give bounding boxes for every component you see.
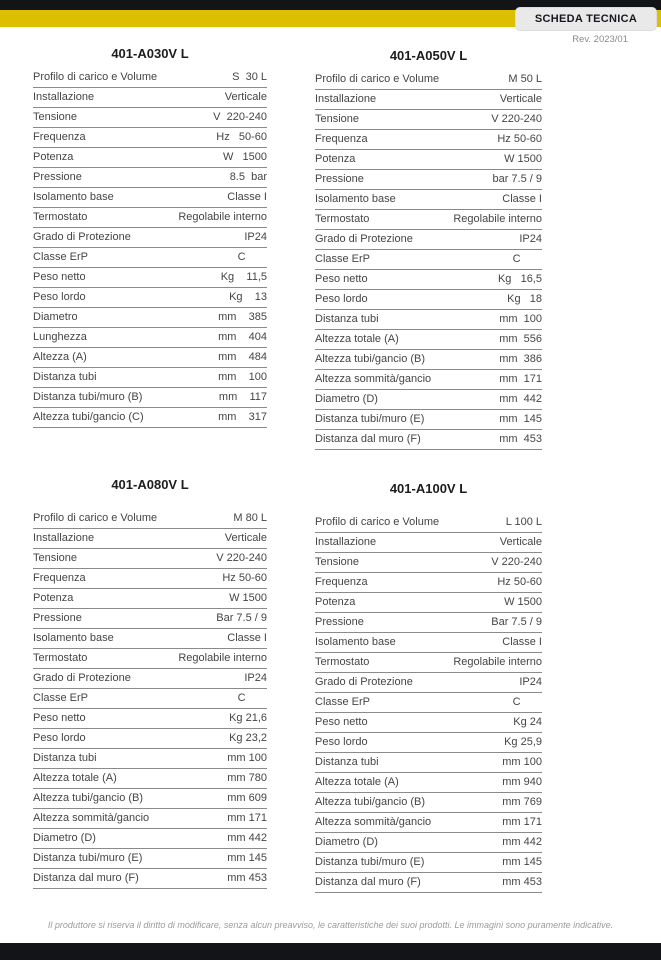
- spec-label: Termostato: [33, 211, 88, 223]
- spec-value: Hz 50-60: [222, 572, 267, 584]
- spec-row: [33, 268, 267, 288]
- spec-value: V 220-240: [491, 556, 542, 568]
- spec-label: Altezza totale (A): [315, 333, 399, 345]
- spec-label: Altezza totale (A): [33, 772, 117, 784]
- spec-row: [315, 533, 542, 553]
- spec-label: Lunghezza: [33, 331, 87, 343]
- spec-label: Installazione: [315, 536, 377, 548]
- spec-label: Distanza tubi/muro (E): [315, 856, 425, 868]
- table-rows: [315, 70, 542, 450]
- spec-row: [33, 388, 267, 408]
- spec-row: [315, 170, 542, 190]
- spec-row: [33, 809, 267, 829]
- spec-row: [315, 653, 542, 673]
- spec-value: 8.5 bar: [229, 171, 267, 183]
- spec-label: Distanza tubi/muro (E): [33, 852, 143, 864]
- spec-value: Regolabile interno: [178, 211, 267, 223]
- spec-label: Frequenza: [33, 131, 86, 143]
- spec-value: mm 171: [502, 816, 542, 828]
- spec-row: [33, 869, 267, 889]
- table-title: 401-A050V L: [389, 48, 468, 63]
- spec-row: [315, 350, 542, 370]
- spec-row: [315, 90, 542, 110]
- spec-label: Potenza: [33, 151, 74, 163]
- spec-label: Diametro (D): [315, 393, 378, 405]
- spec-label: Pressione: [33, 171, 82, 183]
- spec-label: Profilo di carico e Volume: [315, 73, 440, 85]
- spec-row: [33, 308, 267, 328]
- spec-row: [315, 270, 542, 290]
- spec-value: Kg 11,5: [220, 271, 267, 283]
- spec-row: [315, 390, 542, 410]
- spec-label: Potenza: [315, 153, 356, 165]
- spec-label: Distanza dal muro (F): [315, 433, 421, 445]
- spec-label: Distanza tubi: [33, 752, 97, 764]
- spec-label: Peso lordo: [33, 732, 86, 744]
- spec-value: Kg 16,5: [497, 273, 542, 285]
- spec-label: Altezza tubi/gancio (B): [315, 353, 426, 365]
- spec-value: IP24: [244, 231, 267, 243]
- spec-label: Installazione: [33, 91, 95, 103]
- spec-row: [33, 689, 267, 709]
- scheda-tecnica-badge: [515, 7, 657, 31]
- spec-value: Regolabile interno: [453, 213, 542, 225]
- spec-label: Pressione: [33, 612, 82, 624]
- spec-row: [33, 669, 267, 689]
- spec-value: Hz 50-60: [497, 133, 542, 145]
- spec-row: [33, 529, 267, 549]
- spec-row: [315, 753, 542, 773]
- table-rows: [315, 513, 542, 893]
- spec-value: IP24: [244, 672, 267, 684]
- spec-label: Altezza totale (A): [315, 776, 399, 788]
- spec-label: Classe ErP: [315, 696, 371, 708]
- spec-label: Peso lordo: [315, 293, 368, 305]
- spec-row: [33, 408, 267, 428]
- spec-label: Diametro (D): [33, 832, 96, 844]
- spec-value: mm 145: [499, 413, 542, 425]
- spec-value: W 1500: [504, 596, 542, 608]
- spec-label: Installazione: [315, 93, 377, 105]
- spec-label: Frequenza: [33, 572, 86, 584]
- spec-row: [315, 150, 542, 170]
- spec-label: Distanza tubi/muro (E): [315, 413, 425, 425]
- spec-value: mm 780: [227, 772, 267, 784]
- spec-value: Classe I: [502, 636, 542, 648]
- spec-label: Profilo di carico e Volume: [33, 512, 158, 524]
- spec-label: Installazione: [33, 532, 95, 544]
- spec-row: [33, 288, 267, 308]
- spec-value: Hz 50-60: [497, 576, 542, 588]
- footer-disclaimer: Il produttore si riserva il diritto di modificare, senza alcun preavviso, le caratteristiche dei suoi prodotti. Le immagini sono puramente indicative.: [47, 920, 614, 930]
- spec-row: [315, 290, 542, 310]
- spec-row: [315, 190, 542, 210]
- spec-value: mm 145: [227, 852, 267, 864]
- spec-label: Termostato: [315, 656, 370, 668]
- spec-label: Tensione: [315, 556, 360, 568]
- spec-row: [33, 228, 267, 248]
- spec-value: S 30 L: [232, 71, 267, 83]
- spec-row: [33, 609, 267, 629]
- spec-value: mm 556: [499, 333, 542, 345]
- spec-value: V 220-240: [491, 113, 542, 125]
- spec-value: Verticale: [499, 536, 542, 548]
- spec-label: Grado di Protezione: [33, 231, 131, 243]
- spec-row: [315, 130, 542, 150]
- spec-label: Termostato: [315, 213, 370, 225]
- spec-row: [315, 673, 542, 693]
- spec-row: [33, 709, 267, 729]
- spec-label: Grado di Protezione: [33, 672, 131, 684]
- spec-row: [315, 773, 542, 793]
- spec-row: [33, 789, 267, 809]
- spec-row: [315, 793, 542, 813]
- spec-value: mm 100: [499, 313, 542, 325]
- spec-row: [33, 128, 267, 148]
- spec-value: Bar 7.5 / 9: [216, 612, 267, 624]
- spec-value: mm 453: [502, 876, 542, 888]
- spec-row: [33, 208, 267, 228]
- spec-value: mm 442: [499, 393, 542, 405]
- spec-value: Hz 50-60: [216, 131, 267, 143]
- spec-label: Tensione: [315, 113, 360, 125]
- spec-row: [315, 613, 542, 633]
- spec-label: Distanza tubi: [315, 756, 379, 768]
- revision-label: Rev. 2023/01: [572, 34, 628, 45]
- spec-row: [33, 549, 267, 569]
- spec-value: Kg 13: [229, 291, 267, 303]
- spec-row: [315, 250, 542, 270]
- table-title: 401-A080V L: [111, 477, 189, 492]
- spec-label: Grado di Protezione: [315, 676, 413, 688]
- spec-row: [315, 713, 542, 733]
- spec-value: mm 609: [227, 792, 267, 804]
- spec-label: Profilo di carico e Volume: [33, 71, 158, 83]
- spec-label: Potenza: [33, 592, 74, 604]
- spec-label: Diametro (D): [315, 836, 378, 848]
- spec-label: Distanza tubi/muro (B): [33, 391, 143, 403]
- spec-row: [315, 330, 542, 350]
- spec-value: mm 453: [499, 433, 542, 445]
- table-rows: [33, 509, 267, 889]
- spec-label: Distanza dal muro (F): [315, 876, 421, 888]
- spec-row: [315, 430, 542, 450]
- spec-label: Tensione: [33, 552, 78, 564]
- spec-label: Peso netto: [33, 271, 86, 283]
- table-title: 401-A030V L: [111, 46, 189, 61]
- spec-value: Kg 23,2: [229, 732, 267, 744]
- spec-label: Altezza sommità/gancio: [33, 812, 150, 824]
- spec-row: [33, 348, 267, 368]
- spec-row: [33, 569, 267, 589]
- spec-label: Peso netto: [315, 716, 368, 728]
- spec-row: [315, 733, 542, 753]
- spec-label: Classe ErP: [33, 692, 89, 704]
- spec-row: [315, 310, 542, 330]
- spec-value: V 220-240: [213, 111, 267, 123]
- spec-value: M 50 L: [508, 73, 542, 85]
- spec-label: Frequenza: [315, 576, 368, 588]
- spec-label: Altezza tubi/gancio (C): [33, 411, 144, 423]
- table-title: 401-A100V L: [389, 481, 468, 496]
- spec-row: [315, 210, 542, 230]
- spec-value: mm 117: [218, 391, 267, 403]
- spec-value: IP24: [519, 676, 542, 688]
- spec-value: W 1500: [504, 153, 542, 165]
- spec-value: mm 171: [227, 812, 267, 824]
- spec-value: C: [512, 696, 542, 708]
- spec-row: [33, 368, 267, 388]
- spec-label: Isolamento base: [33, 191, 114, 203]
- spec-label: Distanza dal muro (F): [33, 872, 139, 884]
- spec-label: Distanza tubi: [315, 313, 379, 325]
- spec-value: W 1500: [222, 151, 267, 163]
- spec-value: L 100 L: [505, 516, 542, 528]
- spec-label: Altezza sommità/gancio: [315, 373, 432, 385]
- spec-row: [33, 849, 267, 869]
- spec-label: Isolamento base: [315, 193, 396, 205]
- spec-value: mm 145: [502, 856, 542, 868]
- spec-value: mm 442: [502, 836, 542, 848]
- spec-row: [315, 410, 542, 430]
- spec-label: Peso lordo: [315, 736, 368, 748]
- spec-value: V 220-240: [216, 552, 267, 564]
- spec-value: Bar 7.5 / 9: [491, 616, 542, 628]
- spec-value: C: [237, 692, 267, 704]
- spec-row: [33, 168, 267, 188]
- spec-value: Classe I: [502, 193, 542, 205]
- spec-value: mm 453: [227, 872, 267, 884]
- spec-label: Distanza tubi: [33, 371, 97, 383]
- spec-value: W 1500: [229, 592, 267, 604]
- spec-row: [33, 829, 267, 849]
- spec-row: [315, 110, 542, 130]
- spec-label: Pressione: [315, 616, 364, 628]
- spec-label: Pressione: [315, 173, 364, 185]
- spec-row: [315, 693, 542, 713]
- spec-value: Kg 18: [507, 293, 542, 305]
- spec-row: [315, 513, 542, 533]
- spec-value: mm 386: [499, 353, 542, 365]
- spec-value: mm 100: [227, 752, 267, 764]
- spec-label: Peso lordo: [33, 291, 86, 303]
- spec-value: Kg 24: [513, 716, 542, 728]
- spec-value: Regolabile interno: [453, 656, 542, 668]
- spec-row: [315, 833, 542, 853]
- spec-value: M 80 L: [233, 512, 267, 524]
- spec-value: mm 940: [502, 776, 542, 788]
- table-rows: [33, 68, 267, 428]
- spec-value: Regolabile interno: [178, 652, 267, 664]
- spec-value: mm 484: [218, 351, 267, 363]
- scheda-tecnica-label: SCHEDA TECNICA: [534, 13, 638, 25]
- spec-row: [33, 108, 267, 128]
- spec-table-401-a080vl: [33, 477, 267, 889]
- spec-label: Altezza (A): [33, 351, 87, 363]
- spec-value: Classe I: [227, 632, 267, 644]
- spec-row: [315, 573, 542, 593]
- spec-label: Isolamento base: [315, 636, 396, 648]
- spec-label: Frequenza: [315, 133, 368, 145]
- spec-row: [315, 873, 542, 893]
- spec-value: C: [237, 251, 267, 263]
- spec-row: [33, 68, 267, 88]
- spec-row: [315, 813, 542, 833]
- bottom-black-bar: [0, 943, 661, 960]
- spec-value: bar 7.5 / 9: [492, 173, 542, 185]
- spec-value: Classe I: [227, 191, 267, 203]
- spec-label: Grado di Protezione: [315, 233, 413, 245]
- spec-value: mm 100: [218, 371, 267, 383]
- spec-label: Isolamento base: [33, 632, 114, 644]
- spec-value: mm 317: [218, 411, 267, 423]
- spec-value: mm 100: [502, 756, 542, 768]
- spec-label: Altezza tubi/gancio (B): [33, 792, 144, 804]
- spec-label: Altezza tubi/gancio (B): [315, 796, 426, 808]
- spec-value: Verticale: [224, 91, 267, 103]
- spec-row: [33, 729, 267, 749]
- spec-label: Diametro: [33, 311, 78, 323]
- spec-row: [33, 629, 267, 649]
- spec-value: mm 442: [227, 832, 267, 844]
- spec-label: Tensione: [33, 111, 78, 123]
- spec-label: Classe ErP: [33, 251, 89, 263]
- spec-row: [315, 593, 542, 613]
- spec-label: Termostato: [33, 652, 88, 664]
- spec-value: Kg 25,9: [504, 736, 542, 748]
- spec-row: [33, 769, 267, 789]
- spec-label: Profilo di carico e Volume: [315, 516, 440, 528]
- spec-label: Altezza sommità/gancio: [315, 816, 432, 828]
- spec-table-401-a100vl: [315, 481, 542, 893]
- spec-row: [315, 370, 542, 390]
- spec-row: [33, 88, 267, 108]
- spec-label: Potenza: [315, 596, 356, 608]
- spec-row: [315, 230, 542, 250]
- spec-value: mm 404: [218, 331, 267, 343]
- spec-label: Classe ErP: [315, 253, 371, 265]
- spec-row: [315, 553, 542, 573]
- spec-row: [33, 649, 267, 669]
- spec-row: [315, 633, 542, 653]
- spec-value: C: [512, 253, 542, 265]
- spec-value: IP24: [519, 233, 542, 245]
- spec-row: [33, 749, 267, 769]
- spec-row: [33, 148, 267, 168]
- spec-label: Peso netto: [33, 712, 86, 724]
- spec-row: [33, 188, 267, 208]
- spec-value: Verticale: [224, 532, 267, 544]
- spec-table-401-a050vl: [315, 48, 542, 450]
- spec-row: [33, 328, 267, 348]
- spec-row: [315, 70, 542, 90]
- spec-table-401-a030vl: [33, 46, 267, 428]
- spec-value: Kg 21,6: [229, 712, 267, 724]
- spec-value: mm 769: [502, 796, 542, 808]
- spec-label: Peso netto: [315, 273, 368, 285]
- spec-value: Verticale: [499, 93, 542, 105]
- spec-row: [315, 853, 542, 873]
- spec-row: [33, 509, 267, 529]
- spec-row: [33, 248, 267, 268]
- spec-value: mm 171: [499, 373, 542, 385]
- spec-row: [33, 589, 267, 609]
- spec-value: mm 385: [218, 311, 267, 323]
